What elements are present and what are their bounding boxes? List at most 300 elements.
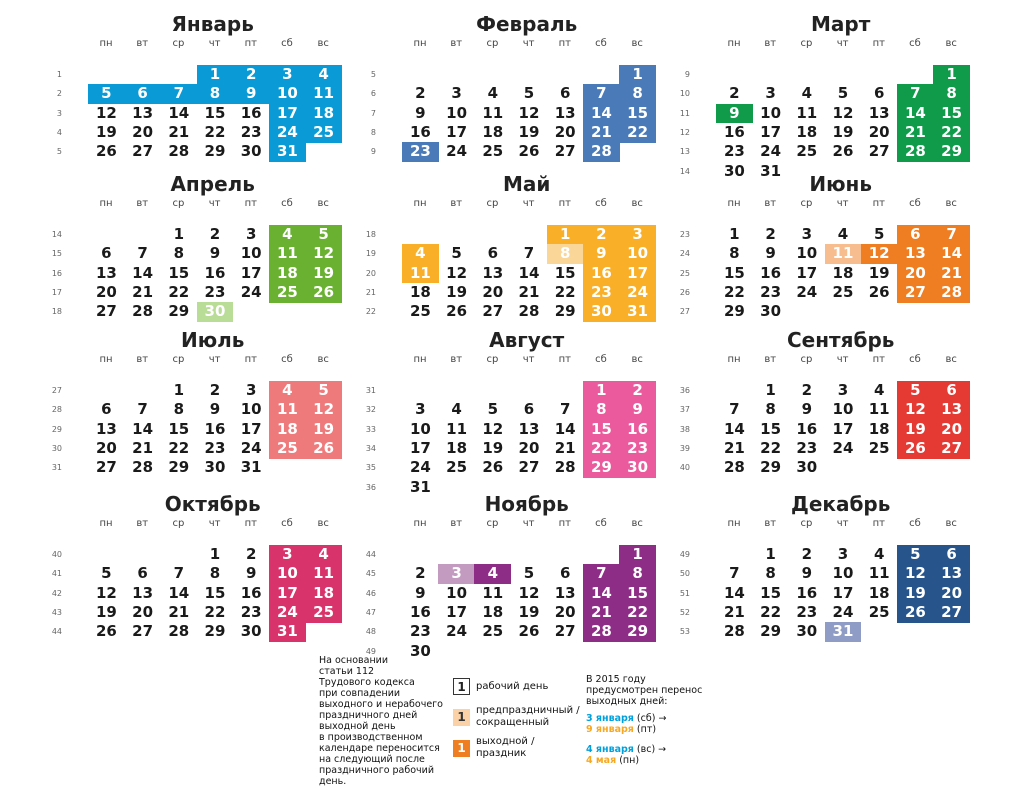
day-cell: 28 <box>132 458 154 477</box>
day-cell: 15 <box>619 584 656 604</box>
day-cell: 12 <box>95 583 117 602</box>
day-cell: 2 <box>209 381 221 399</box>
day-cell: 21 <box>168 122 190 141</box>
weekday-label: чт <box>522 198 535 209</box>
day-cell: 1 <box>547 225 584 245</box>
day-cell: 16 <box>796 419 818 438</box>
day-cell: 13 <box>95 419 117 438</box>
day-cell: 24 <box>832 438 854 457</box>
day-cell: 3 <box>245 225 257 243</box>
day-cell: 3 <box>451 84 462 103</box>
day-cell: 17 <box>796 263 818 282</box>
weekday-label: чт <box>522 38 535 49</box>
day-cell: 23 <box>204 282 226 301</box>
day-cell: 17 <box>832 583 854 602</box>
day-cell: 26 <box>95 142 117 161</box>
day-cell: 27 <box>868 142 890 161</box>
day-cell: 10 <box>409 419 431 438</box>
day-cell: 31 <box>269 142 306 162</box>
day-cell: 6 <box>933 545 970 565</box>
week-number: 43 <box>51 607 62 617</box>
day-cell: 18 <box>832 263 854 282</box>
day-cell: 22 <box>723 282 745 301</box>
day-cell: 21 <box>132 282 154 301</box>
day-cell: 19 <box>95 122 117 141</box>
week-number: 46 <box>365 588 376 598</box>
week-number: 26 <box>679 287 690 297</box>
weekday-label: вс <box>945 354 957 365</box>
weekday-label: чт <box>836 198 849 209</box>
day-cell: 18 <box>482 602 504 621</box>
day-cell: 19 <box>305 420 342 440</box>
day-cell: 13 <box>868 103 890 122</box>
week-number: 12 <box>679 127 690 137</box>
day-cell: 12 <box>518 103 540 122</box>
day-cell: 11 <box>269 244 306 264</box>
day-cell: 18 <box>305 104 342 124</box>
day-cell: 15 <box>583 420 620 440</box>
weekday-label: вт <box>136 518 149 529</box>
day-cell: 15 <box>204 103 226 122</box>
day-cell: 4 <box>269 225 306 245</box>
week-number: 51 <box>679 588 690 598</box>
day-cell: 28 <box>723 458 745 477</box>
day-cell: 5 <box>897 381 934 401</box>
transfer-line-2: предусмотрен перенос <box>586 685 703 696</box>
day-cell: 20 <box>95 282 117 301</box>
day-cell: 19 <box>482 438 504 457</box>
weekday-label: вс <box>631 518 643 529</box>
weekday-label: пн <box>413 518 427 529</box>
weekday-label: вт <box>764 38 777 49</box>
day-cell: 10 <box>269 564 306 584</box>
day-cell: 3 <box>415 400 426 419</box>
day-cell: 23 <box>760 282 782 301</box>
day-cell: 2 <box>583 225 620 245</box>
week-number: 32 <box>365 405 376 415</box>
day-cell: 31 <box>269 622 306 642</box>
day-cell: 11 <box>482 583 504 602</box>
week-number: 27 <box>51 386 62 395</box>
week-number: 33 <box>365 424 376 434</box>
day-cell: 2 <box>415 84 426 103</box>
day-cell: 10 <box>240 244 262 263</box>
week-number: 52 <box>679 607 690 617</box>
weekday-label: ср <box>486 38 499 49</box>
week-number: 38 <box>679 424 690 434</box>
month-block <box>365 326 674 501</box>
weekday-label: пн <box>413 354 427 365</box>
day-cell: 5 <box>873 225 885 243</box>
day-cell: 9 <box>716 104 753 124</box>
day-cell: 29 <box>554 302 576 321</box>
week-number: 42 <box>51 588 62 598</box>
transfer-2-from-date: 4 января <box>586 744 634 755</box>
month-block <box>51 490 360 646</box>
day-cell: 1 <box>173 225 184 243</box>
day-cell: 11 <box>446 419 468 438</box>
weekday-label: пт <box>558 518 571 529</box>
weekday-label: вт <box>450 198 463 209</box>
day-cell: 17 <box>240 263 262 282</box>
week-number: 49 <box>679 550 690 559</box>
weekday-label: пт <box>558 354 571 365</box>
weekday-label: вт <box>764 198 777 209</box>
day-cell: 14 <box>168 103 190 122</box>
day-cell: 24 <box>832 602 854 621</box>
day-cell: 3 <box>801 225 812 243</box>
day-cell: 11 <box>868 400 890 419</box>
day-cell: 12 <box>305 244 342 264</box>
weekday-label: пт <box>244 198 257 209</box>
week-number: 45 <box>365 569 376 579</box>
day-cell: 22 <box>583 439 620 459</box>
day-cell: 7 <box>559 400 571 419</box>
note-line: день. <box>319 776 347 787</box>
day-cell: 4 <box>451 400 462 419</box>
day-cell: 28 <box>168 622 190 641</box>
day-cell: 14 <box>723 419 745 438</box>
weekday-label: сб <box>595 38 607 49</box>
day-cell: 25 <box>482 142 504 161</box>
day-cell: 9 <box>209 400 221 419</box>
day-cell: 22 <box>204 122 226 141</box>
week-number: 49 <box>365 646 376 656</box>
day-cell: 21 <box>583 603 620 623</box>
day-cell: 10 <box>832 400 854 419</box>
day-cell: 28 <box>583 142 620 162</box>
day-cell: 29 <box>760 622 782 641</box>
day-cell: 22 <box>204 602 226 621</box>
day-cell: 26 <box>832 142 854 161</box>
month-block <box>679 326 988 482</box>
day-cell: 11 <box>305 84 342 104</box>
day-cell: 5 <box>897 545 934 565</box>
day-cell: 9 <box>233 84 270 104</box>
note-line: На основании <box>319 655 389 666</box>
weekday-label: пн <box>727 354 741 365</box>
day-cell: 20 <box>868 122 890 141</box>
day-cell: 23 <box>619 439 656 459</box>
day-cell: 28 <box>933 283 970 303</box>
day-cell: 1 <box>619 545 656 565</box>
day-cell: 25 <box>796 142 818 161</box>
day-cell: 7 <box>729 400 740 419</box>
day-cell: 27 <box>132 622 154 641</box>
day-cell: 10 <box>760 103 782 122</box>
day-cell: 9 <box>209 244 221 263</box>
day-cell: 7 <box>897 84 934 104</box>
month-title: Январь <box>171 12 254 36</box>
transfer-2-from-day: (вс) → <box>633 744 667 755</box>
weekday-label: чт <box>208 38 221 49</box>
legend-pre-holiday-swatch: 1 <box>453 709 470 726</box>
day-cell: 20 <box>897 264 934 284</box>
day-cell: 22 <box>619 603 656 623</box>
day-cell: 30 <box>204 458 226 477</box>
week-number: 3 <box>56 108 62 118</box>
month-title: Октябрь <box>164 492 261 516</box>
weekday-label: вс <box>945 518 957 529</box>
note-line: статьи 112 <box>319 666 375 677</box>
day-cell: 15 <box>168 419 190 438</box>
day-cell: 18 <box>482 122 504 141</box>
week-number: 31 <box>51 463 62 473</box>
day-cell: 4 <box>801 84 812 103</box>
month-title: Июнь <box>809 172 873 196</box>
day-cell: 21 <box>897 123 934 143</box>
day-cell: 4 <box>305 65 342 85</box>
weekday-label: пт <box>244 38 257 49</box>
day-cell: 19 <box>897 420 934 440</box>
day-cell: 16 <box>409 122 431 141</box>
week-number: 29 <box>51 424 62 434</box>
day-cell: 14 <box>168 583 190 602</box>
day-cell: 21 <box>518 282 540 301</box>
day-cell: 5 <box>305 381 342 401</box>
day-cell: 11 <box>305 564 342 584</box>
day-cell: 9 <box>245 564 257 583</box>
day-cell: 9 <box>415 583 426 602</box>
day-cell: 22 <box>168 282 190 301</box>
weekday-label: пт <box>244 354 257 365</box>
day-cell: 15 <box>204 583 226 602</box>
day-cell: 15 <box>168 263 190 282</box>
day-cell: 29 <box>760 458 782 477</box>
day-cell: 29 <box>583 458 620 478</box>
day-cell: 13 <box>132 583 154 602</box>
weekday-label: ср <box>172 38 185 49</box>
weekday-label: пн <box>99 38 113 49</box>
day-cell: 15 <box>723 263 745 282</box>
day-cell: 15 <box>933 104 970 124</box>
day-cell: 8 <box>933 84 970 104</box>
month-title: Декабрь <box>791 492 891 516</box>
note-line: при совпадении <box>319 688 401 699</box>
day-cell: 9 <box>415 103 426 122</box>
day-cell: 16 <box>409 602 431 621</box>
day-cell: 17 <box>269 584 306 604</box>
day-cell: 29 <box>168 302 190 321</box>
day-cell: 20 <box>518 438 540 457</box>
day-cell: 14 <box>583 104 620 124</box>
day-cell: 23 <box>796 438 818 457</box>
weekday-label: пт <box>244 518 257 529</box>
transfer-1-from-day: (сб) → <box>633 713 667 724</box>
day-cell: 24 <box>446 142 468 161</box>
week-number: 30 <box>51 443 62 453</box>
day-cell: 26 <box>897 603 934 623</box>
day-cell: 27 <box>132 142 154 161</box>
week-number: 6 <box>370 89 376 99</box>
day-cell: 3 <box>619 225 656 245</box>
day-cell: 19 <box>832 122 854 141</box>
transfer-1-to-date: 9 января <box>586 724 634 735</box>
week-number: 27 <box>679 307 690 317</box>
legend-pre-holiday-label <box>476 705 580 729</box>
day-cell: 16 <box>240 583 262 602</box>
day-cell: 21 <box>723 438 745 457</box>
day-cell: 19 <box>518 122 540 141</box>
day-cell: 18 <box>269 264 306 284</box>
weekday-label: вт <box>764 354 777 365</box>
day-cell: 23 <box>723 142 745 161</box>
weekday-label: сб <box>909 518 921 529</box>
day-cell: 30 <box>796 622 818 641</box>
day-cell: 8 <box>619 564 656 584</box>
day-cell: 6 <box>559 564 571 583</box>
day-cell: 24 <box>409 458 431 477</box>
note-line: в производственном <box>319 732 423 743</box>
day-cell: 4 <box>305 545 342 565</box>
day-cell: 20 <box>132 602 154 621</box>
day-cell: 13 <box>933 564 970 584</box>
day-cell: 28 <box>518 302 540 321</box>
day-cell: 12 <box>305 400 342 420</box>
day-cell: 8 <box>173 400 184 419</box>
day-cell: 18 <box>409 282 431 301</box>
month-title: Август <box>489 328 565 352</box>
day-cell: 1 <box>729 225 740 243</box>
day-cell: 18 <box>868 583 890 602</box>
weekday-label: сб <box>909 198 921 209</box>
day-cell: 13 <box>132 103 154 122</box>
transfer-line-1: В 2015 году <box>586 674 646 685</box>
day-cell: 15 <box>619 104 656 124</box>
day-cell: 14 <box>518 263 540 282</box>
weekday-label: пн <box>727 198 741 209</box>
day-cell: 26 <box>868 282 890 301</box>
weekday-label: вс <box>945 38 957 49</box>
weekday-label: вт <box>136 38 149 49</box>
weekday-label: сб <box>595 518 607 529</box>
note-line: на следующий после <box>319 754 425 765</box>
week-number: 21 <box>365 287 376 297</box>
day-cell: 6 <box>101 400 112 419</box>
day-cell: 6 <box>933 381 970 401</box>
day-cell: 31 <box>409 477 431 496</box>
weekday-label: сб <box>281 198 293 209</box>
day-cell: 16 <box>619 420 656 440</box>
day-cell: 23 <box>204 438 226 457</box>
day-cell: 2 <box>801 545 812 563</box>
note-line: выходного и нерабочего <box>319 699 443 710</box>
day-cell: 21 <box>723 602 745 621</box>
day-cell: 30 <box>240 142 262 161</box>
day-cell: 24 <box>446 622 468 641</box>
day-cell: 13 <box>897 244 934 264</box>
weekday-label: вс <box>631 38 643 49</box>
weekday-label: чт <box>208 198 221 209</box>
day-cell: 17 <box>619 264 656 284</box>
week-number: 36 <box>365 482 376 492</box>
day-cell: 3 <box>269 545 306 565</box>
day-cell: 2 <box>729 84 740 103</box>
day-cell: 6 <box>523 400 535 419</box>
day-cell: 21 <box>933 264 970 284</box>
weekday-label: ср <box>800 354 813 365</box>
day-cell: 26 <box>305 283 342 303</box>
weekday-label: ср <box>800 198 813 209</box>
day-cell: 4 <box>837 225 849 243</box>
weekday-label: вт <box>450 354 463 365</box>
day-cell: 29 <box>204 142 226 161</box>
week-number: 39 <box>679 443 690 453</box>
weekday-label: чт <box>522 518 535 529</box>
day-cell: 12 <box>897 400 934 420</box>
day-cell: 2 <box>619 381 656 401</box>
day-cell: 8 <box>173 244 184 263</box>
week-number: 17 <box>51 287 62 297</box>
month-title: Февраль <box>476 12 578 36</box>
transfer-line-3: выходных дней: <box>586 696 668 707</box>
month-block <box>370 10 674 166</box>
day-cell: 2 <box>415 564 426 583</box>
day-cell: 14 <box>132 263 154 282</box>
day-cell: 18 <box>446 438 468 457</box>
weekday-label: вс <box>317 518 329 529</box>
day-cell: 7 <box>137 244 148 263</box>
day-cell: 14 <box>132 419 154 438</box>
weekday-label: сб <box>909 354 921 365</box>
weekday-label: пн <box>413 198 427 209</box>
weekday-label: пт <box>558 198 571 209</box>
day-cell: 22 <box>619 123 656 143</box>
day-cell: 17 <box>269 104 306 124</box>
weekday-label: вт <box>136 354 149 365</box>
week-number: 5 <box>370 70 376 79</box>
day-cell: 25 <box>482 622 504 641</box>
day-cell: 11 <box>825 244 862 264</box>
day-cell: 16 <box>583 264 620 284</box>
month-block <box>679 490 988 646</box>
day-cell: 4 <box>873 381 885 399</box>
day-cell: 7 <box>583 84 620 104</box>
day-cell: 1 <box>765 381 776 399</box>
day-cell: 21 <box>583 123 620 143</box>
week-number: 10 <box>679 89 690 99</box>
day-cell: 16 <box>760 263 782 282</box>
weekday-label: вт <box>136 198 149 209</box>
weekday-label: вс <box>945 198 957 209</box>
day-cell: 3 <box>837 381 849 399</box>
week-number: 24 <box>679 249 690 259</box>
day-cell: 27 <box>95 302 117 321</box>
day-cell: 21 <box>132 438 154 457</box>
day-cell: 30 <box>240 622 262 641</box>
weekday-label: вс <box>631 198 643 209</box>
day-cell: 8 <box>765 400 776 419</box>
day-cell: 17 <box>409 438 431 457</box>
day-cell: 31 <box>825 622 862 642</box>
day-cell: 9 <box>765 244 776 263</box>
weekday-label: ср <box>172 354 185 365</box>
day-cell: 11 <box>796 103 818 122</box>
day-cell: 19 <box>868 263 890 282</box>
week-number: 14 <box>679 166 690 176</box>
day-cell: 4 <box>873 545 885 563</box>
day-cell: 10 <box>619 244 656 264</box>
day-cell: 26 <box>305 439 342 459</box>
week-number: 40 <box>51 550 62 559</box>
legend-working-swatch: 1 <box>453 678 470 695</box>
day-cell: 8 <box>197 84 234 104</box>
day-cell: 9 <box>583 244 620 264</box>
day-cell: 10 <box>240 400 262 419</box>
week-number: 7 <box>370 108 376 118</box>
legend-holiday-label <box>476 736 534 760</box>
day-cell: 25 <box>446 458 468 477</box>
